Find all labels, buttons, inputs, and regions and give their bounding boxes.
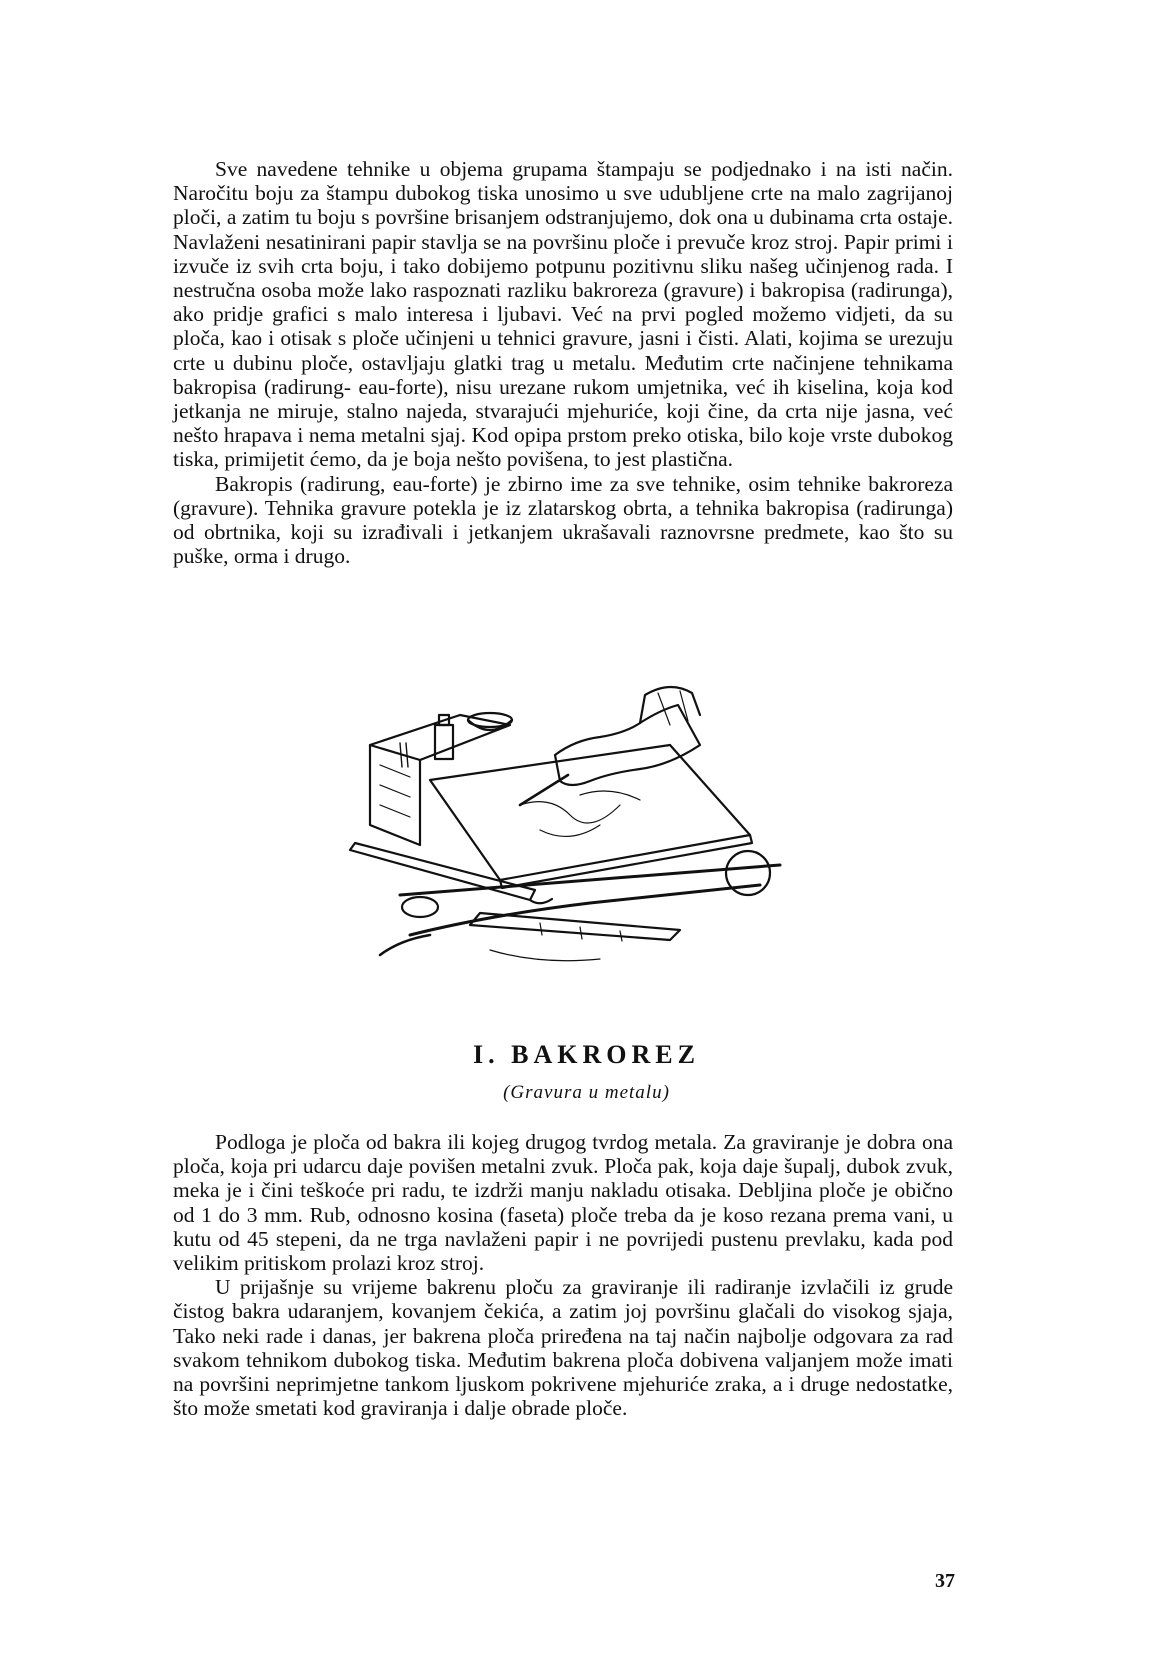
tool-handle [726, 851, 770, 895]
engraving-illustration [340, 685, 810, 995]
paragraph-bakropis-definition: Bakropis (radirung, eau-forte) je zbirno ime za sve tehnike, osim tehnike bakroreza (gravure). Tehnika gravure potekla je iz zlatarskog obrta, a tehnika bakropisa (radirunga) od obrtnika, koji su izrađivali i jetkanjem ukrašavali raznovrsne predmete, kao što su puške, orma i drugo. [173, 471, 953, 569]
engraver-hand [555, 705, 700, 785]
long-tool [410, 885, 760, 935]
paragraph-plate-preparation: U prijašnje su vrijeme bakrenu ploču za graviranje ili radiranje izvlačili iz grude čistog bakra udaranjem, kovanjem čekića, a zatim joj površinu glačali do visokog sjaja, Tako neki rade i danas, jer bakrena ploča priređena na taj način najbolje odgovara za rad svakom tehnikom dubokog tiska. Međutim bakrena ploča dobivena valjanjem može imati na površini neprimjetne tankom ljuskom pokrivene mjehuriće zraka, a i druge nedostatke, što može smetati kod graviranja i dalje obrade ploče. [173, 1275, 953, 1421]
copper-plate [430, 745, 750, 880]
paragraph-plate-material: Podloga je ploča od bakra ili kojeg drugog tvrdog metala. Za graviranje je dobra ona ploča, koja pri udarcu daje povišen metalni zvuk. Ploča pak, koja daje šupalj, dubok zvuk, meka je i čini teškoće pri radu, te izdrži manju nakladu otisaka. Debljina ploče je obično od 1 do 3 mm. Rub, odnosno kosina (faseta) ploče treba da je koso rezana prema vani, u kutu od 45 stepeni, da ne trga navlaženi papir i ne povrijedi pustenu prevlaku, kada pod velikim pritiskom prolazi kroz stroj. [173, 1130, 953, 1276]
paragraph-printing-methods: Sve navedene tehnike u objema grupama štampaju se podjednako i na isti način. Naročitu boju za štampu dubokog tiska unosimo u sve udubljene crte na malo zagrijanoj ploči, a zatim tu boju s površine brisanjem odstranjujemo, dok ona u dubinama crta ostaje. Navlaženi nesatinirani papir stavlja se na površinu ploče i prevuče kroz stroj. Papir primi i izvuče iz svih crta boju, i tako dobijemo potpunu pozitivnu sliku našeg učinjenog rada. I nestručna osoba može lako raspoznati razliku bakroreza (gravure) i bakropisa (radirunga), ako pridje grafici s malo interesa i ljubavi. Već na prvi pogled možemo vidjeti, da su ploča, kao i otisak s ploče učinjeni u tehnici gravure, jasni i čisti. Alati, kojima se urezuju crte u dubinu ploče, ostavljaju glatki trag u metalu. Međutim crte načinjene tehnikama bakropisa (radirung- eau-forte), nisu urezane rukom umjetnika, već ih kiselina, koja kod jetkanja ne miruje, stalno najeda, stvarajući mjehuriće, koji čine, da crta nije jasna, već nešto hrapava i nema metalni sjaj. Kod opipa prstom preko otiska, bilo koje vrste dubokog tiska, primijetit ćemo, da je boja nešto povišena, to jest plastična. [173, 157, 953, 472]
bottom-text-block [173, 1130, 953, 1420]
table-side [370, 745, 420, 845]
top-text-block [173, 157, 953, 568]
burin [520, 775, 568, 805]
page-number: 37 [935, 1570, 955, 1592]
chapter-title: I. BAKROREZ [473, 1040, 700, 1069]
engraver-hand-tools-drawing [340, 685, 810, 995]
chapter-subtitle: (Gravura u metalu) [503, 1082, 670, 1103]
